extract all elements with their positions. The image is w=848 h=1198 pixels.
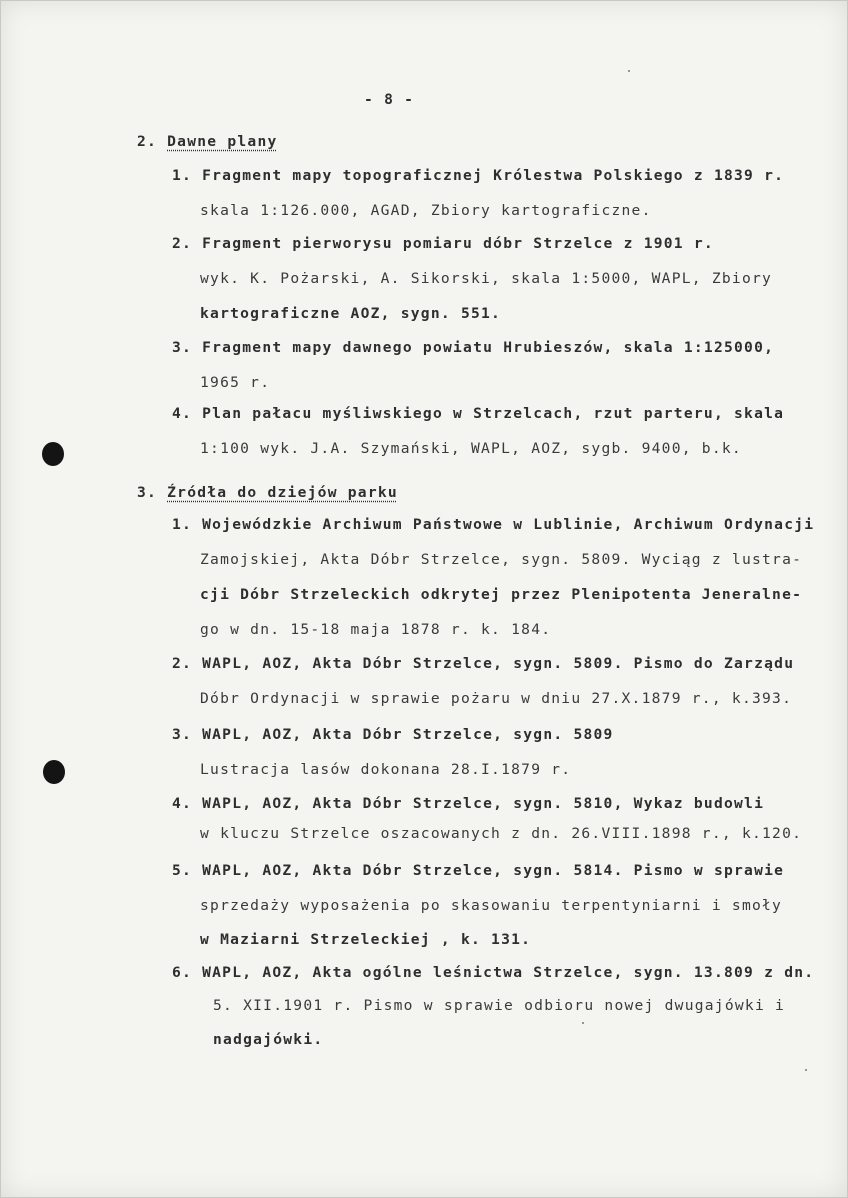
section-heading [137,484,398,502]
list-item-line: sprzedaży wyposażenia po skasowaniu terpentyniarni i smoły [200,897,783,914]
section-title: Źródła do dziejów parku [167,484,398,501]
list-item-first-line: 2. WAPL, AOZ, Akta Dóbr Strzelce, sygn. 5809. Pismo do Zarządu [172,655,795,672]
list-item-line: 1965 r. [200,374,271,391]
list-item-first-line: 5. WAPL, AOZ, Akta Dóbr Strzelce, sygn. 5814. Pismo w sprawie [172,862,785,879]
list-item-line: 1:100 wyk. J.A. Szymański, WAPL, AOZ, sygb. 9400, b.k. [200,440,742,457]
section-number: 2. [137,133,158,150]
section-number: 3. [137,484,158,501]
list-item-line: w kluczu Strzelce oszacowanych z dn. 26.VIII.1898 r., k.120. [200,825,803,842]
paper-speck [582,1022,584,1024]
list-item-first-line: 1. Wojewódzkie Archiwum Państwowe w Lublinie, Archiwum Ordynacji [172,516,815,533]
paper-speck [628,70,630,72]
list-item-line: skala 1:126.000, AGAD, Zbiory kartograficzne. [200,202,652,219]
section-heading [137,133,278,151]
list-item-first-line: 4. WAPL, AOZ, Akta Dóbr Strzelce, sygn. 5810, Wykaz budowli [172,795,765,812]
list-item-line: Lustracja lasów dokonana 28.I.1879 r. [200,761,572,778]
list-item-first-line: 4. Plan pałacu myśliwskiego w Strzelcach, rzut parteru, skala [172,405,785,422]
list-item-line: w Maziarni Strzeleckiej , k. 131. [200,931,532,948]
list-item-line: Dóbr Ordynacji w sprawie pożaru w dniu 27.X.1879 r., k.393. [200,690,793,707]
section-title: Dawne plany [167,133,278,150]
list-item-first-line: 3. Fragment mapy dawnego powiatu Hrubieszów, skala 1:125000, [172,339,775,356]
list-item-line: cji Dóbr Strzeleckich odkrytej przez Plenipotenta Jeneralne- [200,586,803,603]
list-item-line: 5. XII.1901 r. Pismo w sprawie odbioru nowej dwugajówki i [213,997,786,1014]
list-item-first-line: 6. WAPL, AOZ, Akta ogólne leśnictwa Strzelce, sygn. 13.809 z dn. [172,964,815,981]
punch-hole-bottom [43,760,65,784]
list-item-first-line: 2. Fragment pierworysu pomiaru dóbr Strzelce z 1901 r. [172,235,714,252]
paper-speck [805,1069,807,1071]
punch-hole-top [42,442,64,466]
list-item-first-line: 3. WAPL, AOZ, Akta Dóbr Strzelce, sygn. 5809 [172,726,614,743]
list-item-line: Zamojskiej, Akta Dóbr Strzelce, sygn. 5809. Wyciąg z lustra- [200,551,803,568]
list-item-first-line: 1. Fragment mapy topograficznej Królestwa Polskiego z 1839 r. [172,167,785,184]
list-item-line: kartograficzne AOZ, sygn. 551. [200,305,502,322]
list-item-line: go w dn. 15-18 maja 1878 r. k. 184. [200,621,552,638]
list-item-line: nadgajówki. [213,1031,324,1048]
page-number: - 8 - [364,91,415,108]
list-item-line: wyk. K. Pożarski, A. Sikorski, skala 1:5000, WAPL, Zbiory [200,270,773,287]
